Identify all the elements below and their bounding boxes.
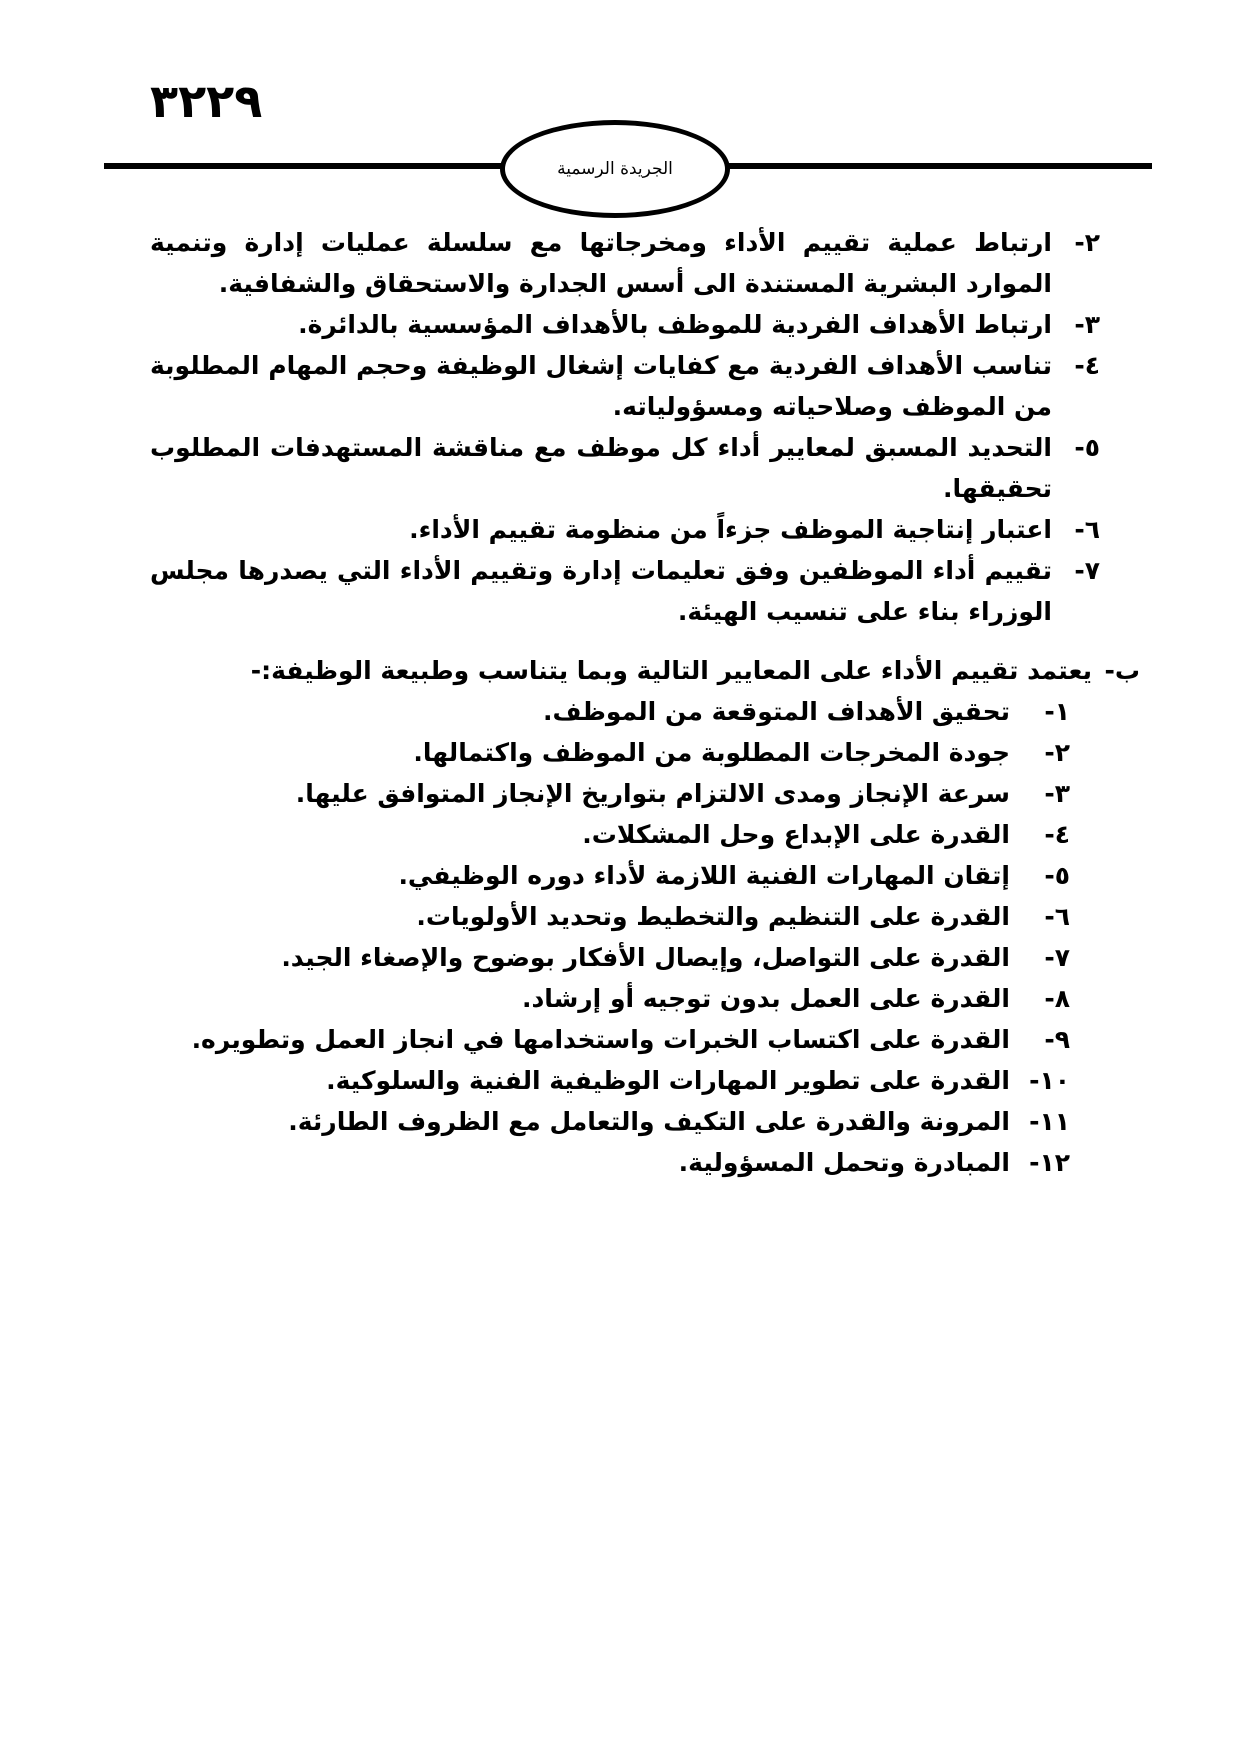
item-text: إتقان المهارات الفنية اللازمة لأداء دوره الوظيفي.	[398, 861, 1010, 890]
item-number: ٧-	[1044, 943, 1070, 972]
item-text: تناسب الأهداف الفردية مع كفايات إشغال الوظيفة وحجم المهام المطلوبة من الموظف وصلاحياته ومسؤولياته.	[150, 351, 1052, 421]
document-body	[150, 222, 1140, 1183]
list-item	[150, 427, 1100, 509]
list-item	[150, 1060, 1070, 1101]
list-item	[150, 550, 1100, 632]
item-number: ٤-	[1044, 820, 1070, 849]
item-text: القدرة على العمل بدون توجيه أو إرشاد.	[521, 984, 1010, 1013]
item-number: ٨-	[1044, 984, 1070, 1013]
item-number: ٦-	[1074, 515, 1100, 544]
item-number: ٢-	[1044, 738, 1070, 767]
masthead-title: الجريدة الرسمية	[557, 159, 673, 179]
item-number: ١١-	[1029, 1107, 1070, 1136]
list-item	[150, 1101, 1070, 1142]
list-item	[150, 732, 1070, 773]
item-text: القدرة على الإبداع وحل المشكلات.	[582, 820, 1010, 849]
list-item	[150, 691, 1070, 732]
item-number: ٧-	[1074, 556, 1100, 585]
list-item	[150, 855, 1070, 896]
item-text: القدرة على تطوير المهارات الوظيفية الفنية والسلوكية.	[326, 1066, 1010, 1095]
list-item	[150, 1019, 1070, 1060]
section-text: يعتمد تقييم الأداء على المعايير التالية وبما يتناسب وطبيعة الوظيفة:-	[250, 656, 1092, 685]
item-text: التحديد المسبق لمعايير أداء كل موظف مع مناقشة المستهدفات المطلوب تحقيقها.	[150, 433, 1052, 503]
item-text: القدرة على التواصل، وإيصال الأفكار بوضوح والإصغاء الجيد.	[281, 943, 1010, 972]
item-number: ١٢-	[1029, 1148, 1070, 1177]
list-item	[150, 896, 1070, 937]
item-text: ارتباط عملية تقييم الأداء ومخرجاتها مع سلسلة عمليات إدارة وتنمية الموارد البشرية المستندة الى أسس الجدارة والاستحقاق والشفافية.	[150, 228, 1052, 298]
item-text: القدرة على التنظيم والتخطيط وتحديد الأولويات.	[416, 902, 1010, 931]
list-item	[150, 978, 1070, 1019]
item-text: تقييم أداء الموظفين وفق تعليمات إدارة وتقييم الأداء التي يصدرها مجلس الوزراء بناء على تنسيب الهيئة.	[150, 556, 1052, 626]
item-number: ٣-	[1074, 310, 1100, 339]
section-b-heading	[150, 650, 1140, 691]
item-text: سرعة الإنجاز ومدى الالتزام بتواريخ الإنجاز المتوافق عليها.	[295, 779, 1010, 808]
item-text: اعتبار إنتاجية الموظف جزءاً من منظومة تقييم الأداء.	[409, 515, 1052, 544]
item-number: ٥-	[1074, 433, 1100, 462]
item-number: ٣-	[1044, 779, 1070, 808]
item-text: القدرة على اكتساب الخبرات واستخدامها في انجاز العمل وتطويره.	[191, 1025, 1010, 1054]
page-number: ٣٢٢٩	[150, 74, 263, 128]
section-letter: ب-	[1104, 656, 1140, 685]
list-item	[150, 1142, 1070, 1183]
list-item	[150, 773, 1070, 814]
item-number: ١-	[1044, 697, 1070, 726]
masthead-rule-right	[726, 163, 1152, 169]
list-item	[150, 222, 1100, 304]
item-text: تحقيق الأهداف المتوقعة من الموظف.	[543, 697, 1010, 726]
list-item	[150, 937, 1070, 978]
item-text: المرونة والقدرة على التكيف والتعامل مع الظروف الطارئة.	[288, 1107, 1010, 1136]
item-number: ٥-	[1044, 861, 1070, 890]
item-number: ٩-	[1044, 1025, 1070, 1054]
list-item	[150, 345, 1100, 427]
item-number: ٦-	[1044, 902, 1070, 931]
list-item	[150, 814, 1070, 855]
item-text: جودة المخرجات المطلوبة من الموظف واكتمالها.	[413, 738, 1010, 767]
item-number: ٢-	[1074, 228, 1100, 257]
principles-list	[150, 222, 1140, 632]
list-item	[150, 509, 1100, 550]
list-item	[150, 304, 1100, 345]
criteria-list	[150, 691, 1140, 1183]
item-text: ارتباط الأهداف الفردية للموظف بالأهداف المؤسسية بالدائرة.	[298, 310, 1052, 339]
item-number: ١٠-	[1029, 1066, 1070, 1095]
masthead-rule-left	[104, 163, 504, 169]
masthead-oval	[500, 120, 730, 218]
item-number: ٤-	[1074, 351, 1100, 380]
item-text: المبادرة وتحمل المسؤولية.	[678, 1148, 1010, 1177]
